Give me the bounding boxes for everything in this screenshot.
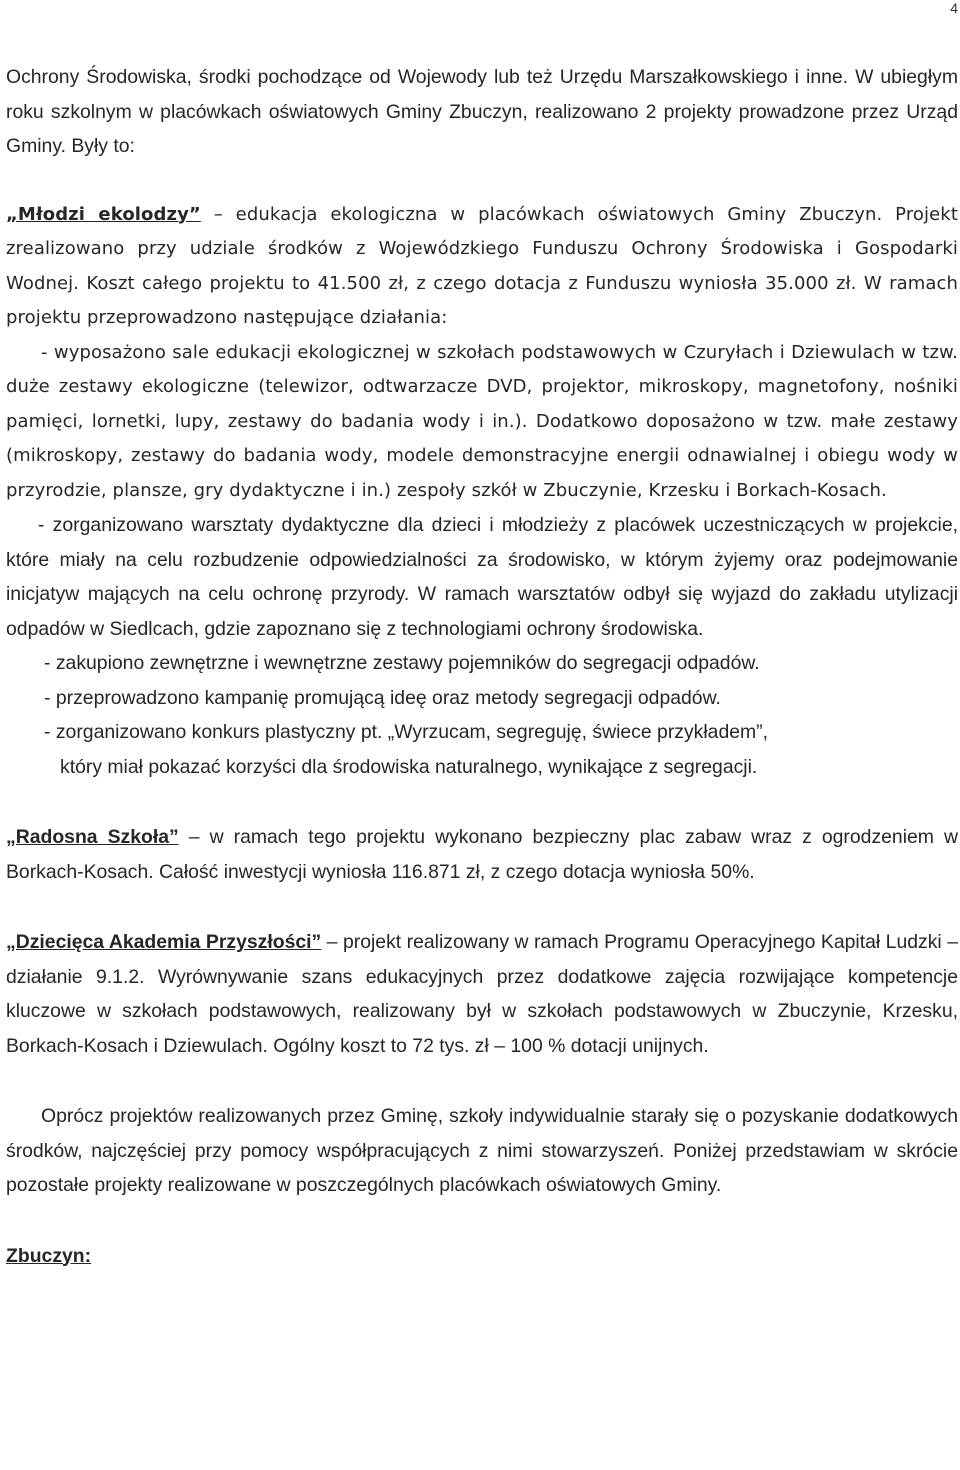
radosna-szkola-text: – w ramach tego projektu wykonano bezpieczny plac zabaw wraz z ogrodzeniem w Borkach-Kosach. Całość inwestycji wyniosła 116.871 zł, z czego dotacja wyniosła 50%. [6, 826, 958, 883]
zbuczyn-heading: Zbuczyn: [6, 1244, 92, 1267]
intro-paragraph: Ochrony Środowiska, środki pochodzące od Wojewody lub też Urzędu Marszałkowskiego i inne. W ubiegłym roku szkolnym w placówkach oświatowych Gminy Zbuczyn, realizowano 2 projekty prowadzone przez Urząd Gminy. Były to: [6, 66, 958, 157]
document-body [6, 60, 958, 1273]
page-number: 4 [950, 0, 958, 16]
mlodzi-item-equipment: - wyposażono sale edukacji ekologicznej w szkołach podstawowych w Czuryłach i Dziewulach w tzw. duże zestawy ekologiczne (telewizor, odtwarzacze DVD, projektor, mikroskopy, magnetofony, nośniki pamięci, lornetki, lupy, zestawy do badania wody i in.). Dodatkowo doposażono w tzw. małe zestawy (mikroskopy, zestawy do badania wody, modele demonstracyjne energii odnawialnej i obiegu wody w przyrodzie, plansze, gry dydaktyczne i in.) zespoły szkół w Zbuczynie, Krzesku i Borkach-Kosach. [6, 341, 958, 501]
mlodzi-item-campaign: - przeprowadzono kampanię promującą ideę oraz metody segregacji odpadów. [44, 686, 721, 709]
mlodzi-ekolodzy-paragraph [6, 198, 958, 336]
mlodzi-item-workshops: - zorganizowano warsztaty dydaktyczne dla dzieci i młodzieży z placówek uczestniczących w projekcie, które miały na celu rozbudzenie odpowiedzialności za środowisko, w którym żyjemy oraz podejmowanie inicjatyw mających na celu ochronę przyrody. W ramach warsztatów odbył się wyjazd do zakładu utylizacji odpadów w Siedlcach, gdzie zapoznano się z technologiami ochrony środowiska. [6, 514, 958, 640]
mlodzi-item-contest: - zorganizowano konkurs plastyczny pt. „Wyrzucam, segreguję, świece przykładem”, [44, 721, 769, 743]
mlodzi-ekolodzy-title: „Młodzi ekolodzy” [6, 203, 201, 225]
dziecieca-akademia-text: – projekt realizowany w ramach Programu Operacyjnego Kapitał Ludzki – działanie 9.1.2. Wyrównywanie szans edukacyjnych przez dodatkowe zajęcia rozwijające kompetencje kluczowe w szkołach podstawowych, realizowany był w szkołach podstawowych w Zbuczynie, Krzesku, Borkach-Kosach i Dziewulach. Ogólny koszt to 72 tys. zł – 100 % dotacji unijnych. [6, 931, 958, 1057]
mlodzi-item-containers: - zakupiono zewnętrzne i wewnętrzne zestawy pojemników do segregacji odpadów. [44, 652, 760, 674]
radosna-szkola-paragraph [6, 820, 958, 889]
mlodzi-ekolodzy-text: – edukacja ekologiczna w placówkach oświatowych Gminy Zbuczyn. Projekt zrealizowano przy udziale środków z Wojewódzkiego Funduszu Ochrony Środowiska i Gospodarki Wodnej. Koszt całego projektu to 41.500 zł, z czego dotacja z Funduszu wyniosła 35.000 zł. W ramach projektu przeprowadzono następujące działania: [6, 203, 958, 328]
dziecieca-akademia-paragraph [6, 925, 958, 1063]
radosna-szkola-title: „Radosna Szkoła” [6, 826, 179, 848]
mlodzi-item-contest-cont: który miał pokazać korzyści dla środowiska naturalnego, wynikające z segregacji. [60, 755, 758, 778]
oprocz-paragraph: Oprócz projektów realizowanych przez Gminę, szkoły indywidualnie starały się o pozyskanie dodatkowych środków, najczęściej przy pomocy współpracujących z nimi stowarzyszeń. Poniżej przedstawiam w skrócie pozostałe projekty realizowane w poszczególnych placówkach oświatowych Gminy. [6, 1105, 958, 1196]
dziecieca-akademia-title: „Dziecięca Akademia Przyszłości” [6, 931, 322, 953]
